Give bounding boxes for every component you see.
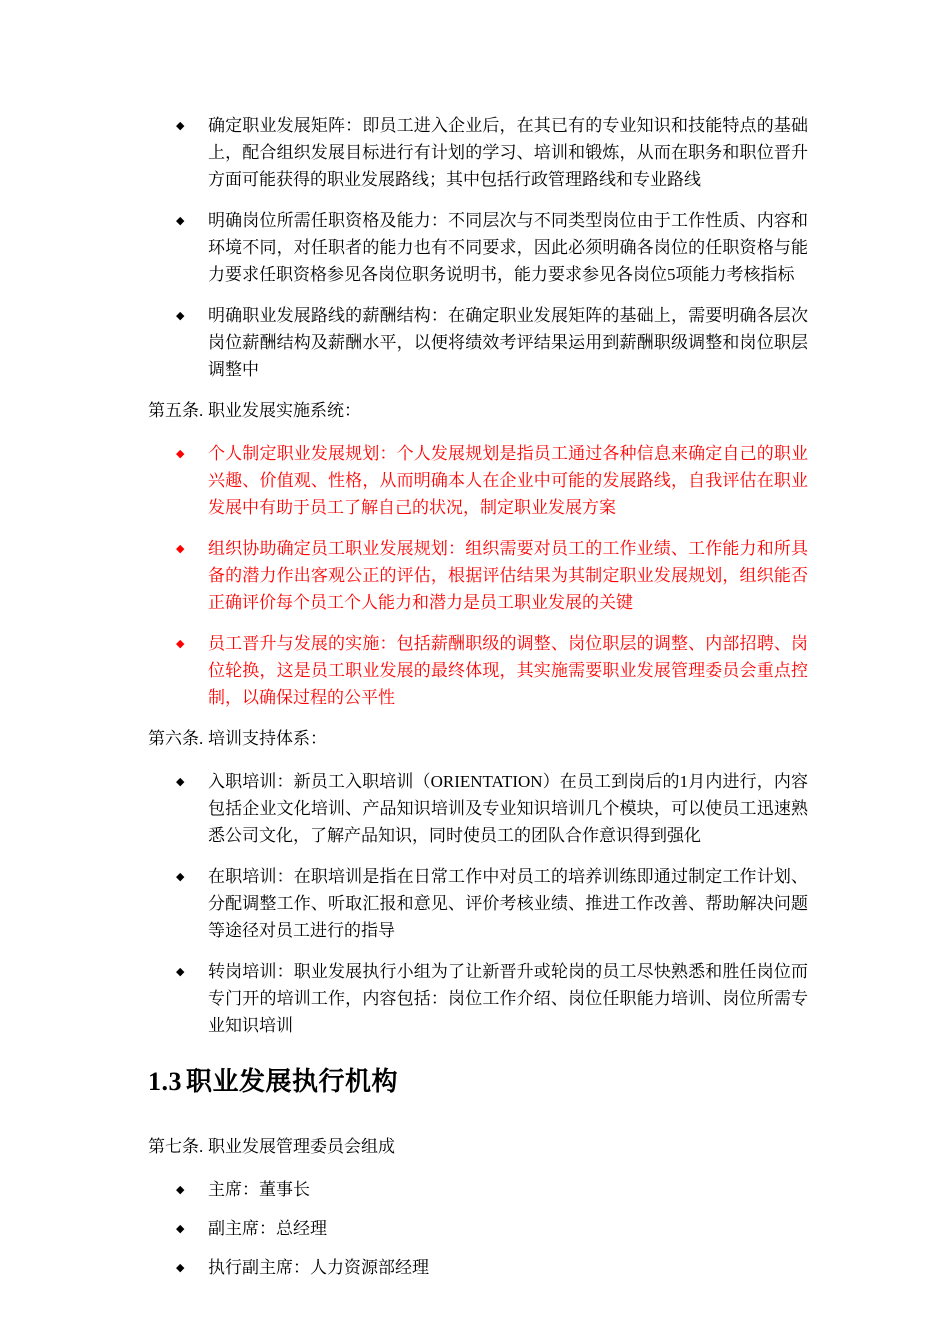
clause-label: 第五条.: [148, 401, 204, 420]
diamond-bullet-icon: ◆: [176, 1262, 185, 1274]
list-item-orientation-training: [176, 768, 808, 849]
section-heading-1-3: [148, 1065, 808, 1099]
bullet-text: 主席：董事长: [208, 1180, 310, 1199]
diamond-bullet-icon: ◆: [176, 638, 185, 650]
list-item-onjob-training: [176, 863, 808, 944]
bullet-text: 入职培训：新员工入职培训（ORIENTATION）在员工到岗后的1月内进行，内容包括企业文化培训、产品知识培训及专业知识培训几个模块，可以使员工迅速熟悉公司文化，了解产品知识，同时使员工的团队合作意识得到强化: [208, 772, 808, 845]
clause-label: 第六条.: [148, 729, 204, 748]
bullet-text: 在职培训：在职培训是指在日常工作中对员工的培养训练即通过制定工作计划、分配调整工作、听取汇报和意见、评价考核业绩、推进工作改善、帮助解决问题等途径对员工进行的指导: [208, 867, 808, 940]
diamond-bullet-icon: ◆: [176, 1223, 185, 1235]
bullet-text: 员工晋升与发展的实施：包括薪酬职级的调整、岗位职层的调整、内部招聘、岗位轮换，这是员工职业发展的最终体现，其实施需要职业发展管理委员会重点控制，以确保过程的公平性: [208, 634, 808, 707]
bullet-text: 副主席：总经理: [208, 1219, 327, 1238]
diamond-bullet-icon: ◆: [176, 1184, 185, 1196]
list-item-vice-chairman: [176, 1215, 808, 1243]
bullet-text: 执行副主席：人力资源部经理: [208, 1258, 429, 1277]
document-content: [148, 112, 808, 1293]
clause-label: 第七条.: [148, 1137, 204, 1156]
clause-text: 职业发展实施系统：: [208, 401, 361, 420]
diamond-bullet-icon: ◆: [176, 310, 185, 322]
diamond-bullet-icon: ◆: [176, 966, 185, 978]
clause-heading-article-6: [148, 725, 808, 752]
list-item-transfer-training: [176, 958, 808, 1039]
list-item-promotion-implementation: [176, 630, 808, 711]
clause-text: 培训支持体系：: [208, 729, 327, 748]
list-item-chairman: [176, 1176, 808, 1204]
bullet-text: 转岗培训：职业发展执行小组为了让新晋升或轮岗的员工尽快熟悉和胜任岗位而专门开的培训工作，内容包括：岗位工作介绍、岗位任职能力培训、岗位所需专业知识培训: [208, 962, 808, 1035]
bullet-text: 组织协助确定员工职业发展规划：组织需要对员工的工作业绩、工作能力和所具备的潜力作出客观公正的评估，根据评估结果为其制定职业发展规划，组织能否正确评价每个员工个人能力和潜力是员工职业发展的关键: [208, 539, 808, 612]
diamond-bullet-icon: ◆: [176, 776, 185, 788]
diamond-bullet-icon: ◆: [176, 448, 185, 460]
bullet-text: 确定职业发展矩阵：即员工进入企业后，在其已有的专业知识和技能特点的基础上，配合组织发展目标进行有计划的学习、培训和锻炼，从而在职务和职位晋升方面可能获得的职业发展路线；其中包括行政管理路线和专业路线: [208, 116, 808, 189]
clause-text: 职业发展管理委员会组成: [208, 1137, 395, 1156]
diamond-bullet-icon: ◆: [176, 871, 185, 883]
clause-heading-article-5: [148, 397, 808, 424]
list-item-personal-plan: [176, 440, 808, 521]
clause-heading-article-7: [148, 1133, 808, 1160]
bullet-text: 个人制定职业发展规划：个人发展规划是指员工通过各种信息来确定自己的职业兴趣、价值观、性格，从而明确本人在企业中可能的发展路线，自我评估在职业发展中有助于员工了解自己的状况，制定职业发展方案: [208, 444, 808, 517]
heading-number: 1.3: [148, 1067, 182, 1096]
bullet-text: 明确岗位所需任职资格及能力：不同层次与不同类型岗位由于工作性质、内容和环境不同，对任职者的能力也有不同要求，因此必须明确各岗位的任职资格与能力要求任职资格参见各岗位职务说明书，能力要求参见各岗位5项能力考核指标: [208, 211, 808, 284]
list-item-salary-structure: [176, 302, 808, 383]
list-item-career-matrix: [176, 112, 808, 193]
diamond-bullet-icon: ◆: [176, 120, 185, 132]
bullet-text: 明确职业发展路线的薪酬结构：在确定职业发展矩阵的基础上，需要明确各层次岗位薪酬结构及薪酬水平，以便将绩效考评结果运用到薪酬职级调整和岗位职层调整中: [208, 306, 808, 379]
list-item-position-qualification: [176, 207, 808, 288]
diamond-bullet-icon: ◆: [176, 543, 185, 555]
list-item-executive-vice-chairman: [176, 1254, 808, 1282]
list-item-org-assist-plan: [176, 535, 808, 616]
heading-text: 职业发展执行机构: [186, 1067, 399, 1096]
diamond-bullet-icon: ◆: [176, 215, 185, 227]
